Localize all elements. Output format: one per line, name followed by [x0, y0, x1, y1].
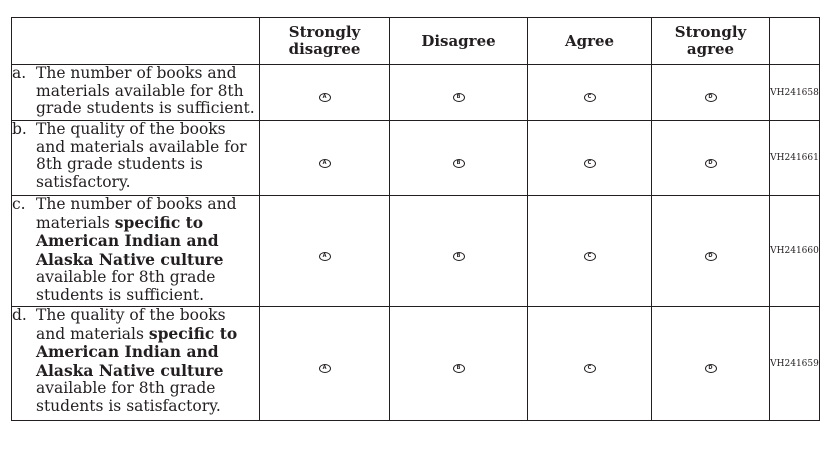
item-cell	[12, 196, 260, 307]
item-text-emphasis: specific to American Indian and Alaska Native culture	[36, 212, 224, 269]
header-strongly-agree: Strongly agree	[652, 18, 770, 65]
answer-bubble-a[interactable]: A	[319, 159, 331, 168]
answer-bubble-c[interactable]: C	[584, 93, 596, 102]
answer-bubble-d[interactable]: D	[705, 159, 717, 168]
option-cell-strongly-agree	[652, 307, 770, 421]
item-code: VH241659	[770, 307, 820, 421]
answer-bubble-c[interactable]: C	[584, 252, 596, 261]
option-cell-strongly-disagree	[260, 307, 390, 421]
item-text-run: The quality of the books and materials	[36, 306, 226, 343]
item-letter: c.	[12, 195, 26, 213]
answer-bubble-a[interactable]: A	[319, 252, 331, 261]
table-row	[12, 121, 820, 196]
item-text	[36, 196, 259, 304]
answer-bubble-d[interactable]: D	[705, 364, 717, 373]
item-letter: a.	[12, 64, 27, 82]
item-code: VH241658	[770, 65, 820, 121]
option-cell-agree	[528, 196, 652, 307]
option-cell-agree	[528, 65, 652, 121]
header-item-blank	[12, 18, 260, 65]
header-agree: Agree	[528, 18, 652, 65]
table-row	[12, 307, 820, 421]
answer-bubble-b[interactable]: B	[453, 93, 465, 102]
item-cell	[12, 121, 260, 196]
option-cell-disagree	[390, 121, 528, 196]
item-text-run: The number of books and materials	[36, 195, 237, 232]
answer-bubble-b[interactable]: B	[453, 159, 465, 168]
item-text	[36, 65, 259, 118]
option-cell-strongly-disagree	[260, 65, 390, 121]
table-row	[12, 65, 820, 121]
header-strongly-disagree-label: Strongly disagree	[288, 23, 361, 58]
answer-bubble-b[interactable]: B	[453, 364, 465, 373]
option-cell-strongly-agree	[652, 196, 770, 307]
item-text	[36, 121, 259, 191]
item-code: VH241661	[770, 121, 820, 196]
option-cell-strongly-disagree	[260, 196, 390, 307]
option-cell-strongly-agree	[652, 65, 770, 121]
option-cell-agree	[528, 307, 652, 421]
option-cell-strongly-agree	[652, 121, 770, 196]
item-text-emphasis: specific to American Indian and Alaska Native culture	[36, 323, 238, 380]
item-cell	[12, 307, 260, 421]
answer-bubble-a[interactable]: A	[319, 364, 331, 373]
option-cell-disagree	[390, 65, 528, 121]
answer-bubble-c[interactable]: C	[584, 159, 596, 168]
table-row	[12, 196, 820, 307]
item-text	[36, 307, 259, 415]
header-code-blank	[770, 18, 820, 65]
item-text-run: The quality of the books and materials available for 8th grade students is satisfactory.	[36, 120, 247, 191]
header-row	[12, 18, 820, 65]
option-cell-strongly-disagree	[260, 121, 390, 196]
survey-table	[11, 17, 820, 421]
answer-bubble-d[interactable]: D	[705, 93, 717, 102]
item-text-run: available for 8th grade students is satisfactory.	[36, 379, 221, 415]
answer-bubble-b[interactable]: B	[453, 252, 465, 261]
option-cell-disagree	[390, 196, 528, 307]
item-letter: d.	[12, 306, 27, 324]
option-cell-disagree	[390, 307, 528, 421]
item-letter: b.	[12, 120, 27, 138]
answer-bubble-a[interactable]: A	[319, 93, 331, 102]
item-cell	[12, 65, 260, 121]
header-strongly-disagree	[260, 18, 390, 65]
answer-bubble-c[interactable]: C	[584, 364, 596, 373]
header-disagree: Disagree	[390, 18, 528, 65]
item-text-run: available for 8th grade students is sufficient.	[36, 268, 216, 304]
answer-bubble-d[interactable]: D	[705, 252, 717, 261]
item-code: VH241660	[770, 196, 820, 307]
option-cell-agree	[528, 121, 652, 196]
item-text-run: The number of books and materials available for 8th grade students is sufficient.	[36, 64, 255, 117]
